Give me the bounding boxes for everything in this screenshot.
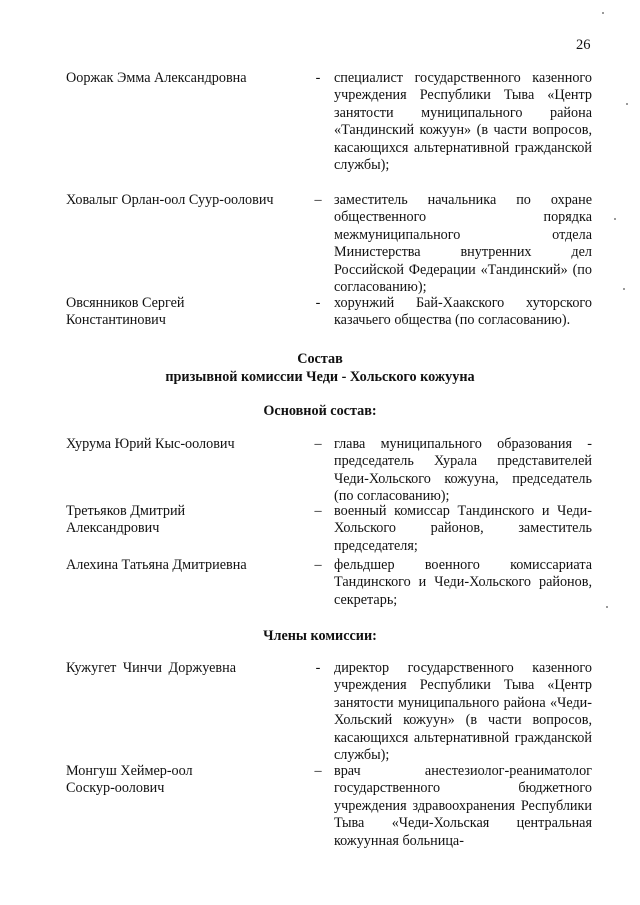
list-item (66, 763, 592, 869)
section-subtitle: призывной комиссии Чеди - Хольского кожууна (165, 369, 475, 385)
person-name: Монгуш Хеймер-оол Соскур-оолович (66, 763, 193, 797)
person-name: Ооржак Эмма Александровна (66, 70, 247, 86)
list-item (66, 192, 592, 297)
dash-separator: – (314, 763, 322, 779)
person-position: фельдшер военного комиссариата Тандинского и Чеди-Хольского районов, секретарь; (334, 557, 592, 608)
person-position: хорунжий Бай-Хаакского хуторского казачьего общества (по согласованию). (334, 295, 592, 329)
person-name: Алехина Татьяна Дмитриевна (66, 557, 247, 573)
scan-speck (623, 288, 625, 290)
page-number: 26 (576, 37, 591, 53)
dash-separator: – (314, 503, 322, 519)
list-item (66, 436, 592, 505)
person-name: Третьяков Дмитрий Александрович (66, 503, 186, 537)
person-name: Хурума Юрий Кыс-оолович (66, 436, 235, 452)
person-name: Ховалыг Орлан-оол Суур-оолович (66, 192, 274, 208)
members-heading: Члены комиссии: (263, 628, 377, 644)
section-title: Состав (297, 351, 343, 367)
dash-separator: - (315, 660, 321, 676)
person-position: врач анестезиолог-реаниматолог государственного бюджетного учреждения здравоохранения Республики Тыва «Чеди-Хольская центральная кожуунная больница- (334, 763, 592, 849)
person-position: специалист государственного казенного учреждения Республики Тыва «Центр занятости муниципального района «Тандинский кожуун» (в части вопросов, касающихся альтернативной гражданской службы); (334, 70, 592, 174)
list-item (66, 660, 592, 766)
person-name: Овсянников Сергей Константинович (66, 295, 185, 329)
scan-speck (606, 606, 608, 608)
dash-separator: - (315, 295, 321, 311)
scan-speck (626, 103, 628, 105)
list-item (66, 503, 592, 555)
scan-speck (614, 218, 616, 220)
dash-separator: – (314, 436, 322, 452)
person-position: директор государственного казенного учреждения Республики Тыва «Центр занятости муниципального района «Чеди-Хольский кожуун» (в части вопросов, касающихся альтернативной гражданской службы); (334, 660, 592, 764)
dash-separator: - (315, 70, 321, 86)
list-item (66, 557, 592, 609)
list-item (66, 295, 592, 331)
scan-speck (602, 12, 604, 14)
list-item (66, 70, 592, 192)
person-position: военный комиссар Тандинского и Чеди-Хольского районов, заместитель председателя; (334, 503, 592, 554)
person-name: Кужугет Чинчи Доржуевна (66, 660, 237, 676)
person-position: глава муниципального образования - председатель Хурала представителей Чеди-Хольского кожууна, председатель (по согласованию); (334, 436, 592, 505)
person-position: заместитель начальника по охране общественного порядка межмуниципального отдела Министерства внутренних дел Российской Федерации «Тандинский» (по согласованию); (334, 192, 592, 296)
main-staff-heading: Основной состав: (263, 403, 377, 419)
dash-separator: – (314, 192, 322, 208)
dash-separator: – (314, 557, 322, 573)
